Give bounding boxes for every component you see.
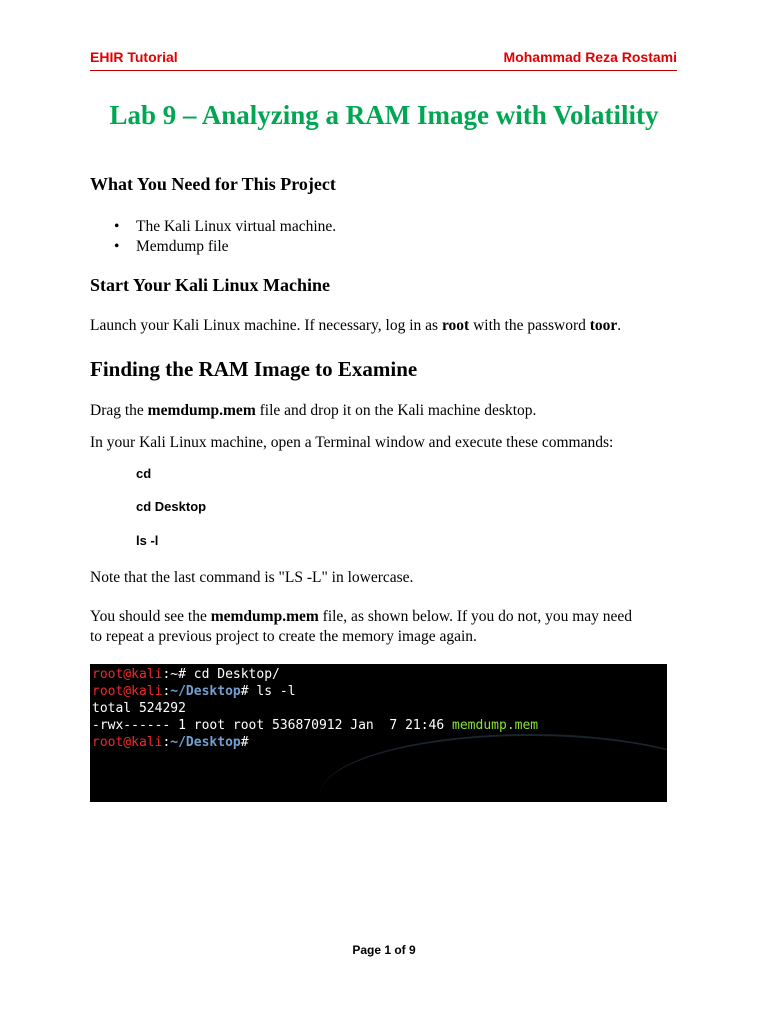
- requirements-list: [112, 217, 336, 257]
- bold-filename: memdump.mem: [147, 402, 256, 419]
- command-line: cd: [136, 466, 152, 481]
- page-footer: Page 1 of 9: [352, 943, 416, 957]
- page-title: Lab 9 – Analyzing a RAM Image with Volatility: [109, 100, 659, 130]
- text-run: file, as shown below. If you do not, you may need: [318, 608, 633, 625]
- text-run: .: [617, 317, 622, 334]
- terminal-prompt-user: root@kali: [92, 684, 163, 699]
- text-run: Drag the: [90, 402, 148, 419]
- terminal-command: cd Desktop/: [185, 667, 280, 682]
- terminal-output: [92, 666, 538, 751]
- section-heading-requirements: What You Need for This Project: [90, 174, 336, 194]
- bold-username: root: [441, 317, 470, 334]
- terminal-prompt-sep: :: [162, 684, 171, 699]
- bold-filename: memdump.mem: [210, 608, 319, 625]
- section-heading-start-kali: Start Your Kali Linux Machine: [90, 275, 331, 295]
- bold-password: toor: [589, 317, 618, 334]
- terminal-prompt-path: ~/Desktop: [170, 735, 241, 750]
- terminal-output-line: -rwx------ 1 root root 536870912 Jan 7 21:46: [92, 718, 453, 733]
- text-run: You should see the: [90, 608, 211, 625]
- terminal-output-line: total 524292: [92, 701, 186, 716]
- terminal-prompt-sep: :: [162, 735, 171, 750]
- command-line: cd Desktop: [136, 499, 207, 514]
- paragraph-launch: [90, 317, 621, 335]
- header-left-text: EHIR Tutorial: [90, 49, 178, 65]
- terminal-screenshot: [90, 664, 667, 802]
- terminal-prompt-user: root@kali: [92, 735, 163, 750]
- list-item: • Memdump file: [112, 237, 336, 257]
- terminal-prompt-end: #: [240, 735, 249, 750]
- terminal-prompt-user: root@kali: [92, 667, 163, 682]
- terminal-prompt-path: :~#: [162, 667, 186, 682]
- page-header: [90, 48, 677, 71]
- list-item: • The Kali Linux virtual machine.: [112, 217, 336, 237]
- paragraph-should-see: [90, 608, 632, 626]
- header-right-text: Mohammad Reza Rostami: [503, 49, 677, 65]
- text-run: Launch your Kali Linux machine. If necessary, log in as: [90, 317, 442, 334]
- paragraph-drag: [90, 402, 536, 420]
- paragraph-note: Note that the last command is "LS -L" in lowercase.: [90, 569, 414, 586]
- text-run: with the password: [469, 317, 590, 334]
- terminal-filename: memdump.mem: [452, 718, 539, 733]
- terminal-prompt-path: ~/Desktop: [170, 684, 241, 699]
- command-line: ls -l: [136, 533, 159, 548]
- paragraph-should-see-line2: to repeat a previous project to create the memory image again.: [90, 628, 477, 645]
- text-run: file and drop it on the Kali machine desktop.: [255, 402, 537, 419]
- section-heading-finding-ram: Finding the RAM Image to Examine: [90, 357, 418, 381]
- paragraph-open-terminal: In your Kali Linux machine, open a Terminal window and execute these commands:: [90, 434, 614, 451]
- terminal-command: # ls -l: [240, 684, 296, 699]
